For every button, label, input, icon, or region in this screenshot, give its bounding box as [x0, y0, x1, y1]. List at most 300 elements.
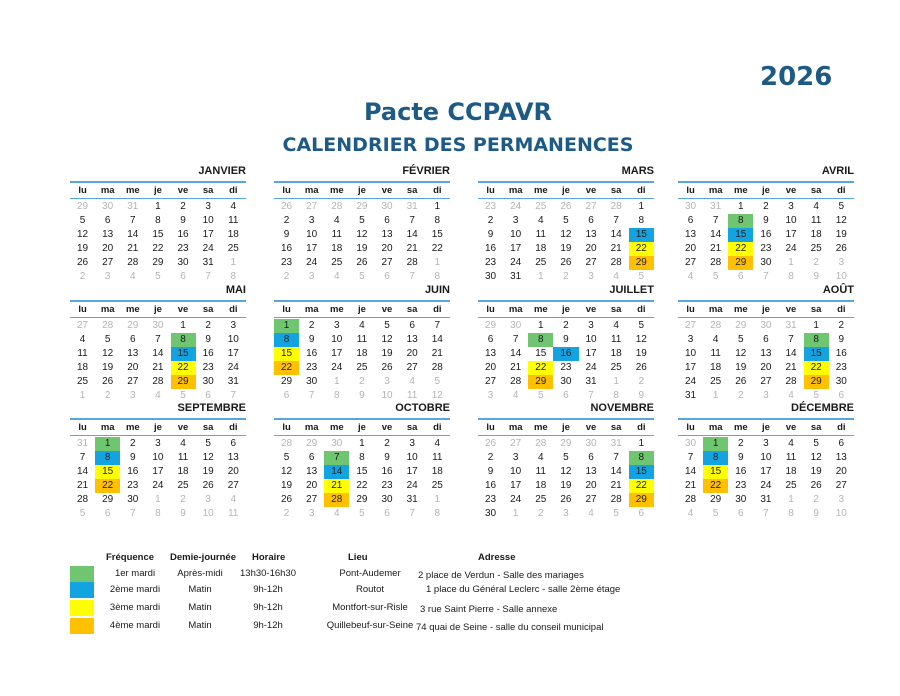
day-cell: 5 [638, 320, 645, 331]
day-cell: 27 [127, 376, 139, 387]
day-cell: 12 [560, 229, 572, 240]
week-row [478, 319, 654, 333]
day-cell: 18 [227, 229, 239, 240]
legend-demi-journee: Matin [188, 602, 212, 613]
day-cell: 7 [409, 215, 415, 226]
day-cell-outside: 3 [588, 271, 594, 282]
legend-horaire: 9h-12h [253, 602, 283, 613]
header-divider [678, 435, 854, 436]
weekday-header [70, 183, 246, 198]
weekday-label: ma [304, 185, 319, 196]
day-cell: 3 [334, 320, 340, 331]
day-cell: 20 [760, 362, 772, 373]
weekday-label: lu [282, 304, 291, 315]
day-cell: 6 [308, 452, 315, 463]
day-cell: 28 [685, 494, 697, 505]
day-cell-outside: 1 [613, 376, 619, 387]
day-grid [478, 319, 654, 403]
week-row [478, 270, 654, 284]
weekday-label: me [533, 304, 548, 315]
day-cell: 17 [785, 229, 797, 240]
day-cell: 3 [230, 320, 237, 331]
day-cell-outside: 23 [485, 201, 497, 212]
day-cell: 2 [283, 215, 290, 226]
page-title: Pacte CCPAVR [363, 98, 553, 126]
day-cell: 10 [227, 334, 239, 345]
day-cell: 4 [538, 452, 544, 463]
month-block [678, 283, 854, 403]
day-cell: 18 [331, 243, 343, 254]
weekday-label: ve [177, 422, 189, 433]
day-cell: 27 [760, 376, 772, 387]
header-divider [70, 198, 246, 199]
weekday-label: me [733, 422, 748, 433]
day-cell: 21 [152, 362, 164, 373]
day-cell: 25 [535, 257, 547, 268]
day-cell: 10 [760, 452, 772, 463]
day-cell: 11 [77, 348, 88, 359]
month-name: JANVIER [198, 165, 246, 177]
day-cell: 13 [585, 466, 597, 477]
weekday-label: sa [810, 304, 822, 315]
week-row [70, 214, 246, 228]
day-cell-outside: 3 [563, 508, 569, 519]
day-cell: 16 [381, 466, 393, 477]
legend-demi-journee: Matin [188, 620, 212, 631]
week-row [678, 319, 854, 333]
week-row [274, 347, 450, 361]
weekday-header [478, 183, 654, 198]
day-cell: 1 [813, 320, 819, 331]
weekday-header [274, 420, 450, 435]
day-cell: 13 [227, 452, 239, 463]
day-cell: 2 [487, 452, 494, 463]
day-cell-outside: 5 [538, 390, 544, 401]
week-row [478, 465, 654, 479]
header-divider [70, 317, 246, 318]
day-cell: 12 [77, 229, 89, 240]
day-cell: 17 [331, 348, 343, 359]
weekday-label: di [229, 422, 238, 433]
weekday-label: lu [686, 422, 695, 433]
day-cell: 13 [835, 452, 847, 463]
weekday-label: di [637, 185, 646, 196]
day-cell-outside: 3 [308, 271, 315, 282]
day-cell: 21 [127, 243, 139, 254]
day-cell: 3 [687, 334, 694, 345]
day-cell-permanence: 16 [553, 347, 578, 361]
day-cell: 24 [406, 480, 418, 491]
day-cell-outside: 26 [560, 201, 572, 212]
day-cell: 14 [152, 348, 164, 359]
day-cell: 4 [180, 438, 186, 449]
day-cell: 15 [356, 466, 368, 477]
day-cell-outside: 10 [381, 390, 393, 401]
day-cell: 9 [763, 215, 769, 226]
month-block [274, 164, 450, 284]
day-cell: 28 [127, 257, 139, 268]
day-cell: 17 [510, 480, 522, 491]
day-cell-outside: 29 [306, 438, 318, 449]
day-cell-outside: 29 [77, 201, 89, 212]
week-row [274, 493, 450, 507]
day-cell-permanence: 8 [95, 451, 120, 465]
day-cell-permanence: 15 [703, 465, 728, 479]
week-row [478, 479, 654, 493]
legend-adresse: 2 place de Verdun - Salle des mariages [418, 570, 584, 581]
day-cell-outside: 6 [563, 390, 569, 401]
weekday-label: ve [785, 185, 797, 196]
day-cell-outside: 1 [434, 257, 441, 268]
day-cell: 6 [130, 334, 136, 345]
day-cell: 5 [384, 320, 390, 331]
day-cell-permanence: 7 [324, 451, 349, 465]
week-row [678, 465, 854, 479]
day-cell-outside: 4 [687, 271, 694, 282]
weekday-label: me [329, 422, 344, 433]
day-cell: 30 [760, 257, 772, 268]
day-cell-outside: 26 [281, 201, 293, 212]
month-block [70, 401, 246, 521]
day-cell-outside: 5 [359, 508, 365, 519]
day-cell-outside: 3 [104, 271, 111, 282]
day-grid [274, 200, 450, 284]
day-cell: 18 [356, 348, 368, 359]
weekday-label: sa [202, 422, 214, 433]
day-cell: 27 [227, 480, 239, 491]
day-cell: 5 [838, 201, 845, 212]
week-row [274, 256, 450, 270]
day-cell: 14 [510, 348, 522, 359]
day-cell: 9 [308, 334, 315, 345]
day-cell-permanence: 8 [728, 214, 753, 228]
day-cell-outside: 1 [788, 257, 794, 268]
day-cell: 14 [710, 229, 722, 240]
day-cell-outside: 11 [406, 390, 418, 401]
weekday-label: di [637, 304, 646, 315]
day-cell: 20 [585, 243, 597, 254]
day-cell-outside: 9 [359, 390, 365, 401]
week-row [478, 437, 654, 451]
day-cell: 25 [785, 480, 797, 491]
legend-header-adresse: Adresse [478, 552, 516, 563]
day-cell-outside: 28 [610, 201, 622, 212]
week-row [478, 333, 654, 347]
week-row [70, 375, 246, 389]
day-cell-outside: 7 [308, 390, 315, 401]
day-cell: 4 [79, 334, 86, 345]
day-cell: 27 [406, 362, 418, 373]
weekday-label: di [433, 185, 442, 196]
day-cell: 30 [127, 494, 139, 505]
day-cell: 21 [510, 362, 522, 373]
day-cell-outside: 4 [788, 390, 794, 401]
weekday-label: je [761, 422, 770, 433]
day-cell: 6 [384, 215, 390, 226]
week-row [70, 507, 246, 521]
day-cell: 5 [563, 215, 569, 226]
day-cell-outside: 27 [685, 320, 697, 331]
day-cell: 31 [585, 376, 597, 387]
weekday-label: lu [78, 304, 87, 315]
weekday-label: lu [282, 185, 291, 196]
day-cell: 23 [835, 362, 847, 373]
week-row [274, 507, 450, 521]
day-cell-outside: 5 [712, 271, 719, 282]
week-row [678, 507, 854, 521]
day-cell: 25 [227, 243, 239, 254]
week-row [678, 256, 854, 270]
week-row [478, 451, 654, 465]
day-cell-outside: 8 [788, 508, 794, 519]
day-cell: 4 [434, 438, 441, 449]
day-cell: 10 [685, 348, 697, 359]
day-cell: 20 [227, 466, 239, 477]
day-cell-permanence: 22 [95, 479, 120, 493]
day-cell: 18 [177, 466, 189, 477]
day-cell-outside: 6 [738, 508, 744, 519]
day-cell: 24 [685, 376, 697, 387]
month-name: MAI [225, 284, 246, 296]
day-cell-outside: 26 [485, 438, 497, 449]
day-cell: 21 [610, 243, 622, 254]
day-cell: 11 [432, 452, 443, 463]
day-cell: 2 [563, 320, 569, 331]
day-cell: 17 [406, 466, 418, 477]
day-cell: 11 [356, 334, 368, 345]
legend-adresse: 74 quai de Seine - salle du conseil municipal [416, 622, 604, 633]
legend-horaire: 9h-12h [253, 584, 283, 595]
day-cell: 27 [485, 376, 497, 387]
day-cell: 17 [306, 243, 318, 254]
day-cell-outside: 27 [77, 320, 89, 331]
week-row [70, 200, 246, 214]
legend-swatch [70, 582, 94, 598]
legend-horaire: 13h30-16h30 [240, 568, 296, 579]
week-row [274, 242, 450, 256]
day-cell-outside: 8 [613, 390, 619, 401]
day-cell: 30 [381, 494, 393, 505]
day-cell-outside: 30 [585, 438, 597, 449]
day-cell: 23 [381, 480, 393, 491]
day-cell: 24 [227, 362, 239, 373]
day-cell: 7 [687, 452, 694, 463]
day-cell-outside: 3 [384, 376, 390, 387]
weekday-label: ve [785, 304, 797, 315]
day-cell: 20 [685, 243, 697, 254]
day-cell: 13 [685, 229, 697, 240]
day-cell: 21 [785, 362, 797, 373]
month-block [478, 164, 654, 284]
day-cell-outside: 9 [813, 508, 819, 519]
day-cell: 23 [485, 494, 497, 505]
day-cell-permanence: 8 [804, 333, 829, 347]
day-cell-outside: 9 [638, 390, 645, 401]
day-cell-outside: 4 [512, 390, 519, 401]
header-divider [274, 198, 450, 199]
weekday-header [678, 183, 854, 198]
month-block [678, 401, 854, 521]
day-cell-outside: 2 [813, 494, 819, 505]
weekday-header [678, 302, 854, 317]
day-cell: 9 [180, 215, 186, 226]
day-cell-outside: 1 [334, 376, 340, 387]
day-cell-permanence: 15 [804, 347, 829, 361]
day-cell: 4 [788, 438, 794, 449]
legend-adresse: 1 place du Général Leclerc - salle 2ème étage [426, 584, 621, 595]
week-row [70, 451, 246, 465]
day-cell-outside: 4 [155, 390, 161, 401]
day-cell: 28 [77, 494, 89, 505]
week-row [678, 270, 854, 284]
week-row [678, 333, 854, 347]
week-row [678, 214, 854, 228]
day-cell: 17 [685, 362, 697, 373]
weekday-label: me [125, 422, 140, 433]
day-cell: 25 [77, 376, 89, 387]
day-cell-outside: 8 [334, 390, 340, 401]
weekday-label: je [761, 304, 770, 315]
week-row [478, 200, 654, 214]
legend-demi-journee: Après-midi [177, 568, 223, 579]
day-cell: 3 [308, 215, 315, 226]
day-cell-permanence: 29 [171, 375, 196, 389]
day-cell: 7 [434, 320, 441, 331]
day-cell: 13 [102, 229, 114, 240]
day-cell-outside: 2 [813, 257, 819, 268]
day-cell: 19 [635, 348, 647, 359]
weekday-label: ve [585, 185, 597, 196]
day-cell-outside: 6 [384, 508, 390, 519]
day-cell-outside: 2 [638, 376, 645, 387]
day-cell: 23 [560, 362, 572, 373]
day-cell-outside: 28 [102, 320, 114, 331]
day-cell: 5 [563, 452, 569, 463]
day-cell: 16 [485, 243, 497, 254]
day-cell-outside: 27 [510, 438, 522, 449]
day-cell: 17 [202, 229, 214, 240]
day-cell: 14 [685, 466, 697, 477]
month-block [274, 283, 450, 403]
day-cell-permanence: 15 [629, 465, 654, 479]
weekday-label: lu [686, 304, 695, 315]
week-row [70, 437, 246, 451]
weekday-label: lu [486, 185, 495, 196]
week-row [274, 319, 450, 333]
day-cell-outside: 11 [228, 508, 239, 519]
day-cell: 18 [710, 362, 722, 373]
day-cell-outside: 5 [359, 271, 365, 282]
day-cell: 6 [588, 452, 594, 463]
day-cell-outside: 1 [434, 494, 441, 505]
week-row [274, 270, 450, 284]
day-cell: 6 [763, 334, 769, 345]
month-name: JUILLET [609, 284, 654, 296]
week-row [274, 214, 450, 228]
day-cell-outside: 10 [202, 508, 214, 519]
month-block [70, 283, 246, 403]
day-cell: 19 [835, 229, 847, 240]
day-cell-outside: 30 [152, 320, 164, 331]
header-divider [678, 198, 854, 199]
day-cell: 11 [710, 348, 721, 359]
day-cell: 27 [685, 257, 697, 268]
day-cell: 15 [431, 229, 443, 240]
weekday-label: me [329, 185, 344, 196]
weekday-label: ve [177, 304, 189, 315]
month-name: AVRIL [821, 165, 854, 177]
day-cell-permanence: 22 [629, 242, 654, 256]
day-cell-outside: 29 [735, 320, 747, 331]
day-cell: 7 [130, 215, 136, 226]
day-cell: 19 [560, 480, 572, 491]
day-cell-outside: 3 [487, 390, 494, 401]
day-cell-outside: 3 [838, 494, 845, 505]
weekday-label: ma [304, 304, 319, 315]
day-cell-outside: 28 [331, 201, 343, 212]
day-cell: 25 [177, 480, 189, 491]
week-row [678, 361, 854, 375]
day-cell: 16 [835, 348, 847, 359]
day-cell: 9 [487, 466, 494, 477]
day-cell-permanence: 14 [324, 465, 349, 479]
day-cell: 25 [535, 494, 547, 505]
day-cell: 24 [152, 480, 164, 491]
day-cell: 11 [785, 452, 797, 463]
day-cell-permanence: 21 [324, 479, 349, 493]
day-cell: 24 [510, 257, 522, 268]
day-cell: 28 [610, 257, 622, 268]
day-cell: 8 [359, 452, 365, 463]
legend-swatch [70, 566, 94, 582]
day-cell-permanence: 8 [274, 333, 299, 347]
legend-swatch [70, 600, 94, 616]
day-cell-permanence: 22 [171, 361, 196, 375]
weekday-label: me [533, 185, 548, 196]
day-cell-outside: 27 [585, 201, 597, 212]
day-cell: 11 [177, 452, 189, 463]
day-cell-outside: 12 [431, 390, 443, 401]
day-cell: 19 [735, 362, 747, 373]
day-cell: 10 [785, 215, 797, 226]
day-cell: 5 [738, 334, 744, 345]
weekday-label: sa [610, 304, 622, 315]
day-cell-outside: 6 [205, 390, 211, 401]
day-cell-outside: 4 [130, 271, 136, 282]
day-cell: 10 [585, 334, 597, 345]
day-cell-outside: 2 [104, 390, 111, 401]
day-cell: 30 [560, 376, 572, 387]
month-block [478, 401, 654, 521]
day-cell-outside: 28 [281, 438, 293, 449]
day-cell: 2 [738, 438, 744, 449]
weekday-label: ma [100, 185, 115, 196]
day-cell: 26 [381, 362, 393, 373]
day-cell: 5 [283, 452, 290, 463]
day-cell: 24 [510, 494, 522, 505]
day-cell: 18 [77, 362, 89, 373]
day-cell: 21 [685, 480, 697, 491]
legend-horaire: 9h-12h [253, 620, 283, 631]
day-cell: 21 [406, 243, 418, 254]
day-cell: 16 [485, 480, 497, 491]
day-cell-outside: 27 [306, 201, 318, 212]
day-cell: 19 [202, 466, 214, 477]
day-cell: 25 [356, 362, 368, 373]
day-cell-outside: 9 [813, 271, 819, 282]
day-cell-outside: 25 [535, 201, 547, 212]
day-cell: 14 [431, 334, 443, 345]
